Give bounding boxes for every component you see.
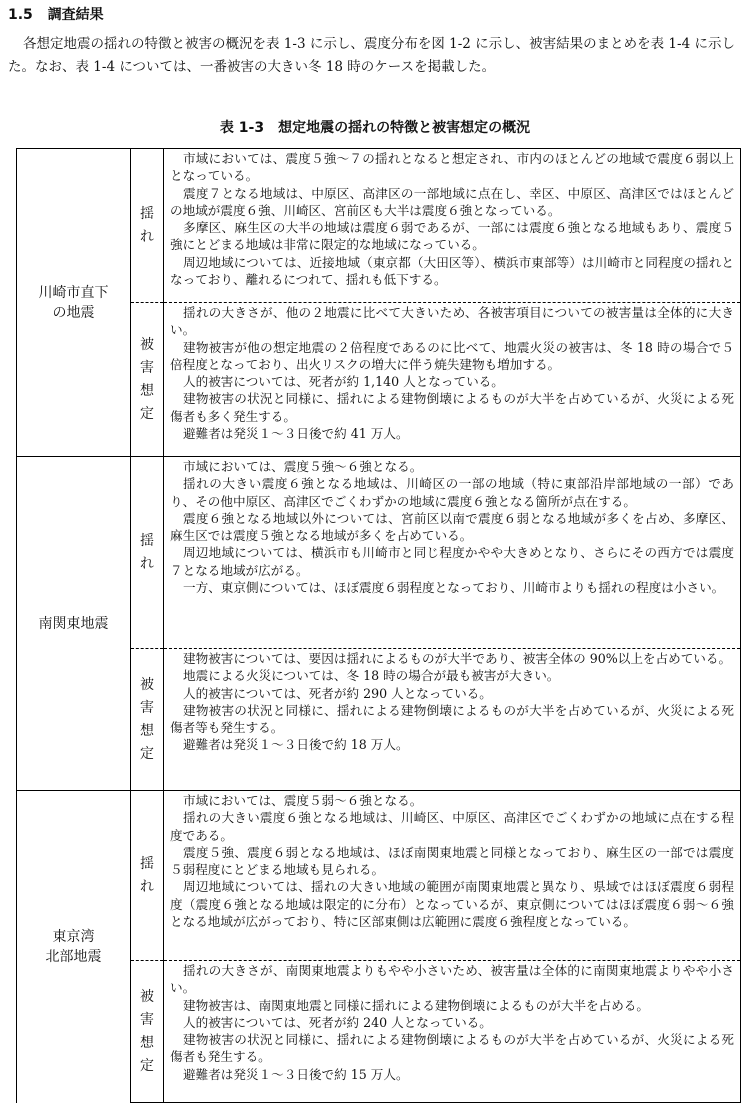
description-line: 人的被害については、死者が約 1,140 人となっている。: [183, 374, 504, 390]
description-line: 揺れの大きい震度６強となる地域は、川崎区の一部の地域（特に東部沿岸部地域の一部）であり、その他中原区、高津区でごくわずかの地域に震度６強となる箇所が点在する。: [170, 476, 734, 509]
category-damage: [131, 649, 164, 791]
category-label: 揺 れ: [140, 855, 154, 895]
description-line: 震度５強、震度６弱となる地域は、ほぼ南関東地震と同様となっており、麻生区の一部では震度５弱程度にとどまる地域も見られる。: [170, 844, 734, 878]
description-line: 周辺地域については、近接地域（東京都（大田区等）、横浜市東部等）は川崎市と同程度の揺れとなっており、離れるにつれて、揺れも低下する。: [170, 254, 734, 288]
table-caption: 表 1-3 想定地震の揺れの特徴と被害想定の概況: [219, 120, 531, 136]
description-line: 市域においては、震度５強～６強となる。: [183, 459, 423, 474]
category-shake: [131, 791, 164, 961]
description-line: 避難者は発災１～３日後で約 15 万人。: [183, 1066, 409, 1082]
description-line: 避難者は発災１～３日後で約 41 万人。: [183, 426, 409, 442]
description-line: 揺れの大きさが、他の２地震に比べて大きいため、各被害項目についての被害量は全体的に大きい。: [170, 305, 734, 338]
category-label: 揺 れ: [140, 205, 154, 245]
category-damage: [131, 961, 164, 1103]
description-line: 建物被害の状況と同様に、揺れによる建物倒壊によるものが大半を占めているが、火災による死傷者も多く発生する。: [170, 391, 734, 424]
description-line: 周辺地域については、揺れの大きい地域の範囲が南関東地震と異なり、県域ではほぼ震度６弱程度（震度６強となる地域は限定的に分布）となっているが、東京側についてはほぼ震度６弱～６強となる地域が広がっており、特に区部東側は広範囲に震度６強程度となっている。: [170, 879, 734, 930]
region-name: 東京湾 北部地震: [45, 928, 102, 965]
section-number: 1.5: [8, 7, 33, 23]
description-line: 揺れの大きさが、南関東地震よりもやや小さいため、被害量は全体的に南関東地震よりやや小さい。: [170, 963, 734, 996]
damage-description: [164, 961, 741, 1103]
category-label: 被 害 想 定: [140, 988, 154, 1074]
description-line: 地震による火災については、冬 18 時の場合が最も被害が大きい。: [183, 668, 560, 684]
category-shake: [131, 457, 164, 649]
description-line: 周辺地域については、横浜市も川崎市と同じ程度かやや大きめとなり、さらにその西方では震度７となる地域が広がる。: [170, 545, 734, 578]
description-line: 建物被害の状況と同様に、揺れによる建物倒壊によるものが大半を占めているが、火災による死傷者等も発生する。: [170, 702, 734, 736]
region-name: 川崎市直下 の地震: [38, 284, 109, 321]
category-damage: [131, 303, 164, 457]
section-title: 調査結果: [47, 7, 104, 23]
description-line: 震度６強となる地域以外については、宮前区以南で震度６弱となる地域が多くを占め、多摩区、麻生区では震度５強となる地域が多くを占めている。: [170, 510, 734, 544]
description-line: 多摩区、麻生区の大半の地域は震度６弱であるが、一部には震度６強となる地域もあり、震度５強にとどまる地域は非常に限定的な地域になっている。: [170, 220, 734, 253]
description-line: 人的被害については、死者が約 290 人となっている。: [183, 685, 492, 701]
table-row: [17, 149, 741, 303]
description-line: 人的被害については、死者が約 240 人となっている。: [183, 1014, 492, 1030]
category-label: 被 害 想 定: [140, 676, 154, 762]
region-label: [17, 791, 131, 1103]
intro-paragraph: 各想定地震の揺れの特徴と被害の概況を表 1-3 に示し、震度分布を図 1-2 に示し、被害結果のまとめを表 1-4 に示した。なお、表 1-4 については、一番被害の大きい冬 18 時のケースを掲載した。: [8, 36, 735, 75]
region-label: [17, 149, 131, 457]
table-row: [17, 457, 741, 649]
description-line: 避難者は発災１～３日後で約 18 万人。: [183, 737, 409, 753]
table-row: [17, 791, 741, 961]
shake-description: [164, 149, 741, 303]
category-label: 揺 れ: [140, 532, 154, 572]
earthquake-table: [16, 148, 741, 1103]
damage-description: [164, 649, 741, 791]
description-line: 震度７となる地域は、中原区、高津区の一部地域に点在し、幸区、中原区、高津区ではほとんどの地域が震度６強、川崎区、宮前区も大半は震度６強となっている。: [170, 185, 734, 218]
description-line: 建物被害が他の想定地震の２倍程度であるのに比べて、地震火災の被害は、冬 18 時の場合で５倍程度となっており、出火リスクの増大に伴う焼失建物も増加する。: [170, 339, 734, 372]
damage-description: [164, 303, 741, 457]
shake-description: [164, 457, 741, 649]
shake-description: [164, 791, 741, 961]
description-line: 建物被害の状況と同様に、揺れによる建物倒壊によるものが大半を占めているが、火災による死傷者も発生する。: [170, 1032, 734, 1065]
category-label: 被 害 想 定: [140, 336, 154, 422]
description-line: 一方、東京側については、ほぼ震度６弱程度となっており、川崎市よりも揺れの程度は小さい。: [183, 580, 725, 596]
category-shake: [131, 149, 164, 303]
description-line: 市域においては、震度５強～７の揺れとなると想定され、市内のほとんどの地域で震度６弱以上となっている。: [170, 151, 734, 184]
section-heading: [8, 4, 104, 24]
description-line: 建物被害は、南関東地震と同様に揺れによる建物倒壊によるものが大半を占める。: [183, 997, 649, 1013]
description-line: 揺れの大きい震度６強となる地域は、川崎区、中原区、高津区でごくわずかの地域に点在する程度である。: [170, 810, 734, 843]
description-line: 建物被害については、要因は揺れによるものが大半であり、被害全体の 90%以上を占めている。: [183, 651, 732, 666]
region-name: 南関東地震: [38, 615, 109, 632]
region-label: [17, 457, 131, 791]
description-line: 市域においては、震度５弱～６強となる。: [183, 793, 423, 808]
